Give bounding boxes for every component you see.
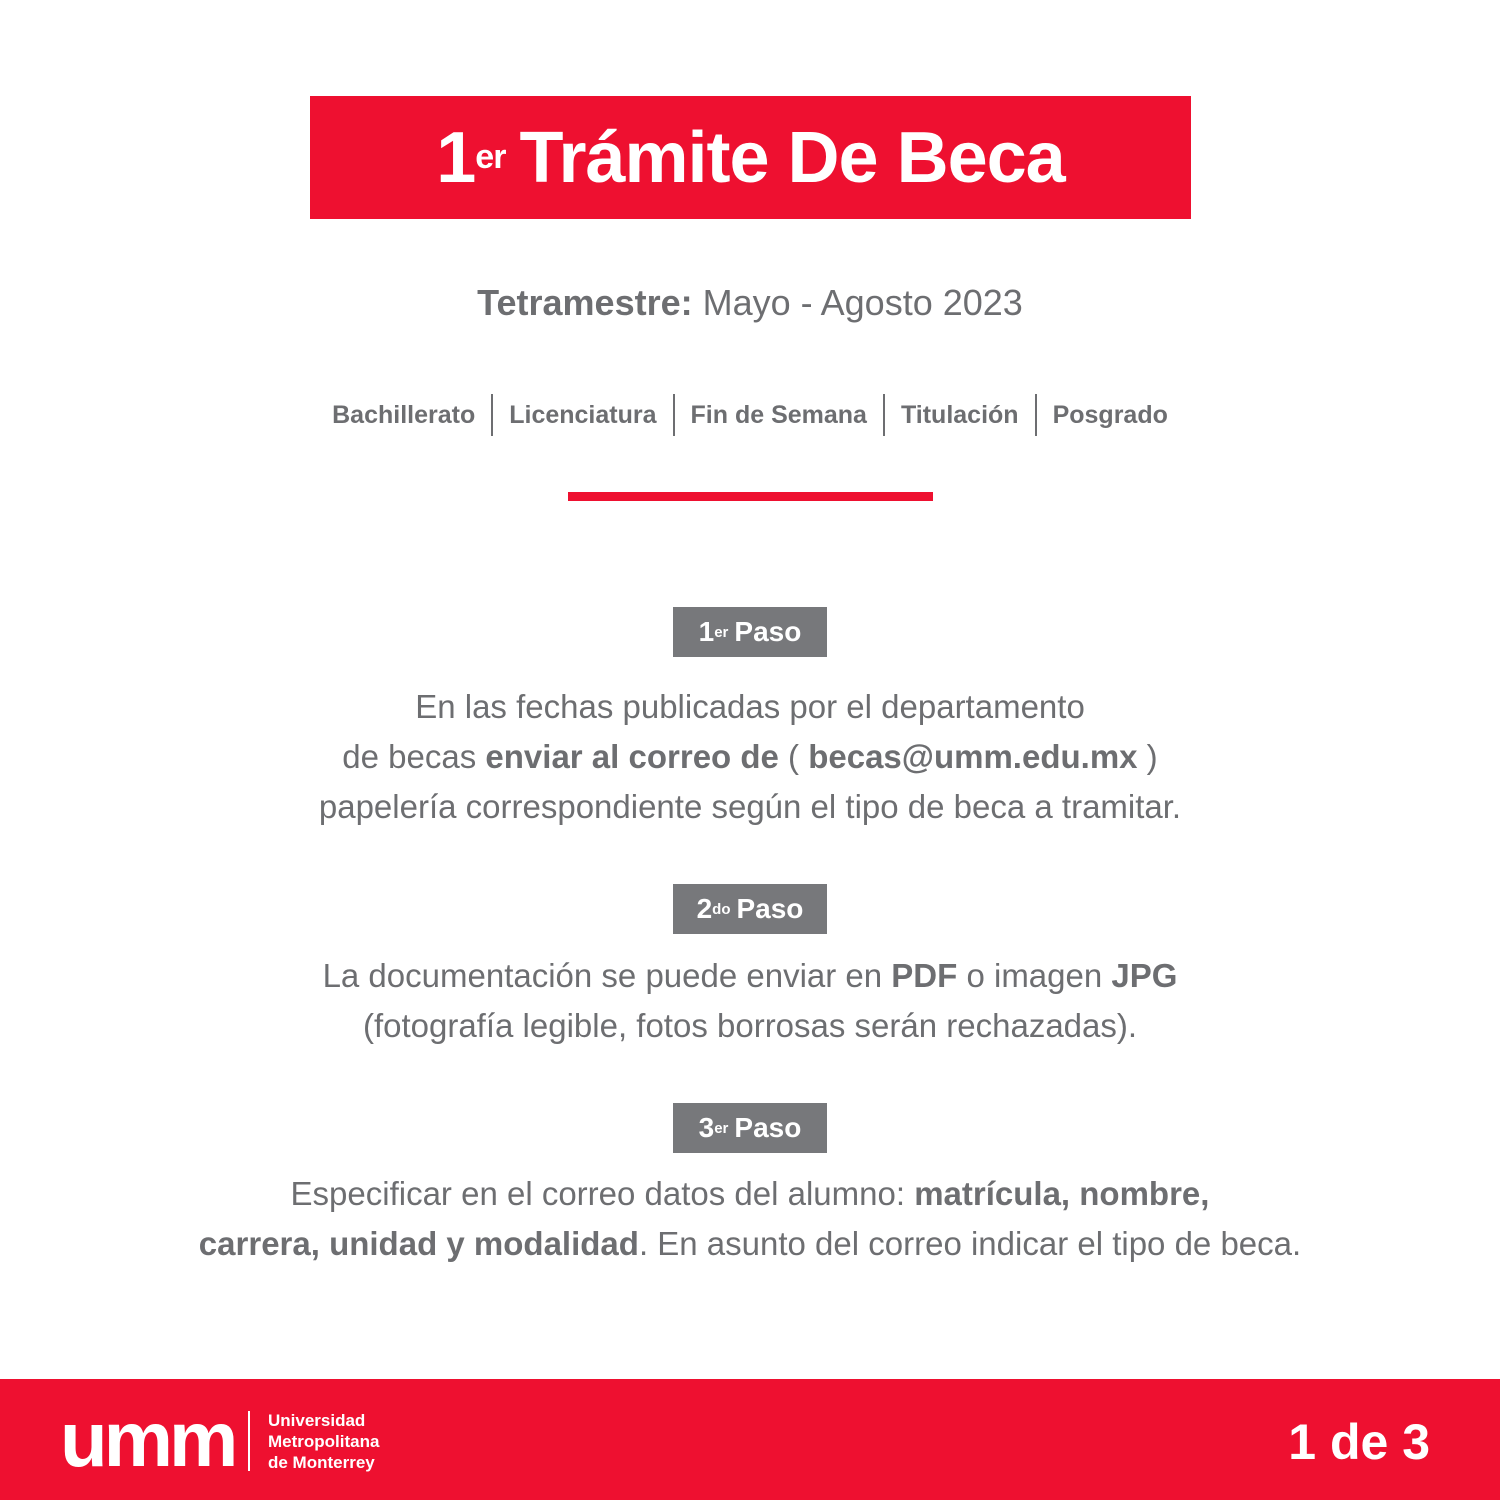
tetramestre-label: Tetramestre: bbox=[477, 282, 693, 323]
step-1-label: Paso bbox=[734, 616, 802, 647]
scholarship-email: becas@umm.edu.mx bbox=[808, 738, 1138, 775]
step-3-line-1-pre: Especificar en el correo datos del alumno: bbox=[290, 1175, 915, 1212]
step-1-line-2-pre: de becas bbox=[342, 738, 486, 775]
page-title: Trámite De Beca bbox=[519, 117, 1065, 198]
level-fin-de-semana: Fin de Semana bbox=[690, 400, 867, 429]
step-1-line-3: papelería correspondiente según el tipo de beca a tramitar. bbox=[318, 788, 1182, 825]
step-2-line-1-pre: La documentación se puede enviar en bbox=[322, 957, 892, 994]
step-3-line-2-post: . En asunto del correo indicar el tipo de beca. bbox=[638, 1225, 1302, 1262]
page-indicator: 1 de 3 bbox=[1288, 1414, 1430, 1470]
step-3-suffix: er bbox=[714, 1119, 729, 1137]
page-title-banner bbox=[310, 96, 1191, 219]
step-2-number: 2 bbox=[696, 893, 713, 924]
step-3-required-data-1: matrícula, nombre, bbox=[914, 1175, 1210, 1212]
umm-logo: umm bbox=[60, 1395, 235, 1483]
level-licenciatura: Licenciatura bbox=[509, 400, 657, 429]
step-3-line-2 bbox=[0, 1219, 1500, 1269]
step-2-badge bbox=[673, 884, 827, 934]
level-posgrado: Posgrado bbox=[1052, 400, 1168, 429]
step-2-line-2: (fotografía legible, fotos borrosas serán rechazadas). bbox=[362, 1007, 1138, 1044]
step-2-line-1 bbox=[0, 951, 1500, 1001]
section-divider bbox=[568, 492, 933, 501]
step-1-suffix: er bbox=[714, 623, 729, 641]
step-1-text bbox=[0, 682, 1500, 832]
step-1-line-1: En las fechas publicadas por el departamento bbox=[415, 688, 1085, 725]
step-1-line-2-mid: ( bbox=[778, 738, 809, 775]
tetramestre-line bbox=[0, 282, 1500, 324]
step-1-line-2 bbox=[0, 732, 1500, 782]
title-suffix: er bbox=[475, 138, 506, 176]
title-number: 1 bbox=[436, 117, 476, 198]
logo-divider bbox=[248, 1411, 250, 1471]
format-jpg: JPG bbox=[1111, 957, 1178, 994]
step-3-text bbox=[0, 1169, 1500, 1269]
footer-bar bbox=[0, 1379, 1500, 1500]
format-pdf: PDF bbox=[891, 957, 958, 994]
step-3-label: Paso bbox=[734, 1112, 802, 1143]
step-2-line-1-mid: o imagen bbox=[957, 957, 1112, 994]
levels-list bbox=[0, 394, 1500, 436]
step-3-badge bbox=[673, 1103, 827, 1153]
university-name-line-1: Universidad bbox=[268, 1411, 366, 1430]
university-name-line-3: de Monterrey bbox=[268, 1453, 375, 1472]
step-1-line-2-post: ) bbox=[1137, 738, 1158, 775]
step-3-line-1 bbox=[0, 1169, 1500, 1219]
step-1-send-to: enviar al correo de bbox=[485, 738, 779, 775]
step-2-suffix: do bbox=[712, 900, 731, 918]
level-titulacion: Titulación bbox=[900, 400, 1019, 429]
university-name bbox=[268, 1410, 379, 1473]
step-3-required-data-2: carrera, unidad y modalidad bbox=[198, 1225, 639, 1262]
university-name-line-2: Metropolitana bbox=[268, 1432, 380, 1451]
step-3-number: 3 bbox=[698, 1112, 715, 1143]
level-bachillerato: Bachillerato bbox=[332, 400, 476, 429]
step-1-badge bbox=[673, 607, 827, 657]
tetramestre-value: Mayo - Agosto 2023 bbox=[702, 282, 1023, 323]
step-2-text bbox=[0, 951, 1500, 1051]
step-1-number: 1 bbox=[698, 616, 715, 647]
step-2-label: Paso bbox=[736, 893, 804, 924]
